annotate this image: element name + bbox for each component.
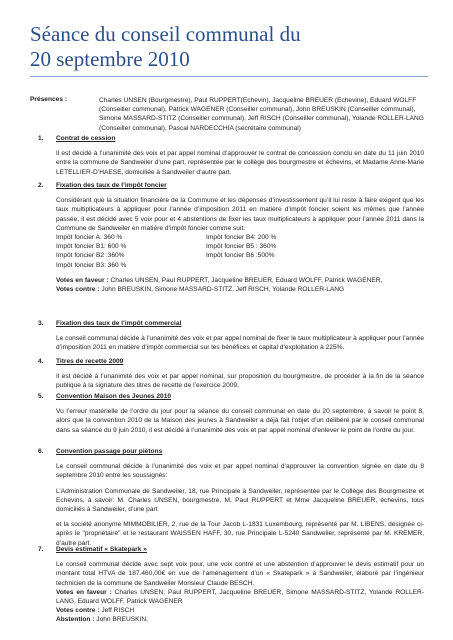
section-7-votes <box>56 588 424 625</box>
section-1 <box>30 134 428 177</box>
presences-text: Charles UNSEN (Bourgmestre), Paul RUPPERT(Echevin), Jacqueline BREUER (Echevine), Eduard WOLFF (Conseiller communal), Patrick WAGENER (Conseiller communal), John BREUSKIN (Conseiller communal), Simone MASSARD-STITZ (Conseiller communal), Jeff RISCH (Conseiller communal), Yolande ROLLER-LANG (Conseiller communal), Pascal NARDECCHIA (secrétaire communal) <box>99 97 424 132</box>
rate-a: Impôt foncier A: 360 % <box>56 234 123 242</box>
section-6 <box>30 447 428 548</box>
section-title: Convention Maison des Jeunes 2010 <box>56 393 172 400</box>
section-4 <box>30 357 428 391</box>
rate-b1: Impôt foncier B1: 600 % <box>56 243 127 251</box>
section-number: 7. <box>38 546 44 553</box>
section-5-paragraph: Vu l’erreur matérielle de l’ordre du jour pour la séance du conseil communal en date du 20 septembre, à savoir le point 8, alors que la convention 2010 de la Maison des jeunes à Sandweiler a déjà fait l’objet d’un délibéré par le conseil communal dans sa séance du 9 juin 2010, il est décidé à l’unanimité des voix et par appel nominal d’enlever le point de l’ordre du jour. <box>56 408 424 434</box>
presences-label: Présences : <box>30 96 68 103</box>
section-title: Devis estimatif « Skatepark » <box>56 546 147 553</box>
votes-favour-label: Votes en faveur : <box>56 588 112 596</box>
section-6-heading <box>30 447 428 456</box>
section-title: Fixation des taux de l’impôt commercial <box>56 320 182 327</box>
votes-favour <box>56 276 424 294</box>
section-2-paragraph: Considérant que la situation financière de la Commune et les dépenses d’investissement qu’il lui reste à faire exigent que les taux multiplicateurs à appliquer pour l’année d’imposition 2011 en matière d’impôt foncier soient les mêmes que l’année passée, il est décidé avec 5 voix pour et 4 abstentions de fixer les taux multiplicateurs à appliquer pour l’année 2011 dans la Commune de Sandweiler en matière d’impôt foncier comme suit: <box>56 197 424 232</box>
section-7-paragraph: Le conseil communal décide avec sept voix pour, une voix contre et une abstention d’approuver le devis estimatif pour un montant total HTVA de 187.460,00€ en vue de l’aménagement d’un « Skatepark » à Sandweiler, élaboré par l’ingénieur technicien de la commune de Sandweiler Monsieur Claude BESCH. <box>56 561 424 587</box>
votes-favour-label: Votes en faveur : <box>56 276 109 284</box>
section-number: 1. <box>38 135 44 142</box>
section-4-paragraph: Il est décidé à l’unanimité des voix et par appel nominal, sur proposition du bourgmestre, de procéder à la fin de la séance publique à la signature des titres de recette de l’exercice 2009. <box>56 373 424 390</box>
section-5-heading <box>30 392 428 401</box>
section-number: 6. <box>38 448 44 455</box>
votes-against-label: Votes contre : <box>56 286 100 294</box>
section-7 <box>30 545 428 625</box>
title-line-2: 20 septembre 2010 <box>30 47 190 71</box>
abstention-names: John BREUSKIN, <box>94 616 148 624</box>
rate-b4: Impôt foncier B4: 200 % <box>206 234 277 242</box>
section-title: Contrat de cession <box>56 135 116 142</box>
rate-b5: Impôt foncier B5 : 360% <box>206 243 277 251</box>
section-6-paragraph-3: et la société anonyme MIMMOBILIER, 2, rue de la Tour Jacob L-1831 Luxembourg, représenté par M. LIBENS, désignée ci-après le "propriétaire" et le restaurant WAISSEN HAFF, 30, rue Principale L-5240 Sandweiler, représenté par M. KREMER, d’autre part. <box>56 521 424 547</box>
section-6-paragraph-1: Le conseil communal décide à l’unanimité des voix et par appel nominal d’approuver la convention signée en date du 8 septembre 2010 entre les soussignés: <box>56 463 424 480</box>
section-number: 4. <box>38 358 44 365</box>
rate-b3: Impôt foncier B3: 360 % <box>56 261 127 269</box>
title-line-1: Séance du conseil communal du <box>30 22 301 46</box>
section-1-heading <box>30 134 428 143</box>
section-3 <box>30 319 428 353</box>
section-6-paragraph-2: L’Administration Communale de Sandweiler, 18, rue Principale à Sandweiler, représentée par le Collège des Bourgmestre et Echevins, à savoir: M. Charles UNSEN, bourgmestre, M. Paul RUPPERT et Mme Jacqueline BREUER, échevins, tous domiciliés à Sandweiler, d’une part <box>56 487 424 514</box>
votes-against-names: Jeff RISCH <box>99 607 135 615</box>
rate-b2: Impôt foncier B2 :360% <box>56 252 125 260</box>
section-number: 2. <box>38 182 44 189</box>
section-4-heading <box>30 357 428 366</box>
tax-rates <box>56 233 356 270</box>
rate-b6: Impôt foncier B6 :500% <box>206 252 275 260</box>
abstention-label: Abstention : <box>56 616 95 624</box>
section-7-heading <box>30 545 428 554</box>
section-number: 3. <box>38 320 44 327</box>
votes-against-label: Votes contre : <box>56 607 100 615</box>
section-3-paragraph: Le conseil communal décide à l’unanimité des voix et par appel nominal de fixer le taux multiplicateur à appliquer pour l’année d’imposition 2011 en matière d’impôt commercial sur les bénéfices et capital d’exploitation à 225%. <box>56 335 424 352</box>
section-number: 5. <box>38 393 44 400</box>
title-divider <box>30 76 428 77</box>
votes-favour-names: Charles UNSEN, Paul RUPPERT, Jacqueline BREUER, Eduard WOLFF, Patrick WAGENER, <box>108 276 383 284</box>
section-2-heading <box>30 181 428 190</box>
section-1-paragraph: Il est décidé à l’unanimité des voix et par appel nominal d’approuver le contrat de concession conclu en date du 11 juin 2010 entre la commune de Sandweiler d’une part, représentée par le collège des bourgmestre et échevins, et Madame Anne-Marie LETELLIER-D’HAESE, domiciliée à Sandweiler d’autre part. <box>56 150 424 176</box>
section-5 <box>30 392 428 435</box>
section-title: Fixation des taux de l’impôt foncier <box>56 182 167 189</box>
votes-against-names: John BREUSKIN, Simone MASSARD-STITZ, Jeff RISCH, Yolande ROLLER-LANG <box>99 286 345 294</box>
section-3-heading <box>30 319 428 328</box>
votes-favour-names: Charles UNSEN, Paul RUPPERT, Jacqueline BREUER, Simone MASSARD-STITZ, Yolande ROLLER-LANG, Eduard WOLFF, Patrick WAGENER <box>56 588 424 606</box>
page-title <box>30 22 430 72</box>
section-2 <box>30 181 428 294</box>
section-title: Convention passage pour piétons <box>56 448 163 455</box>
section-title: Titres de recette 2009 <box>56 358 124 365</box>
